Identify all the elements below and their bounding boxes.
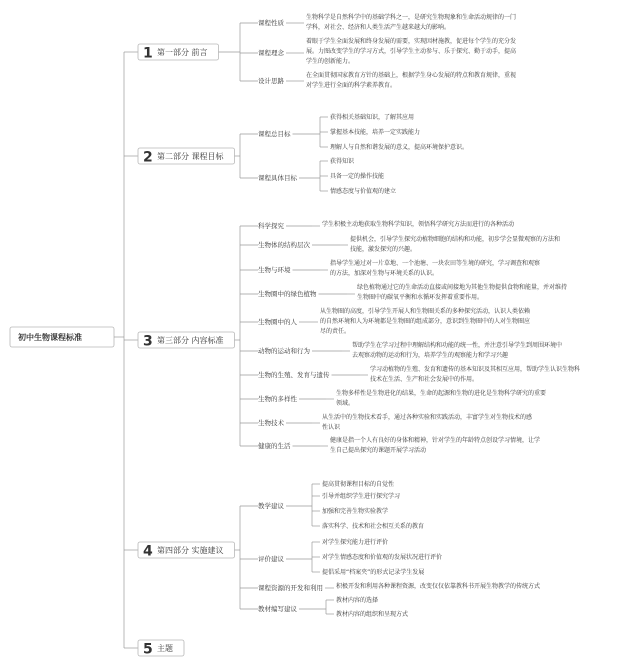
section-3[interactable] [124,220,580,454]
subtopic-label: 设计思路 [258,77,284,85]
leaf-text: 绿色植物通过它的生命活动直接或间接地为其他生物提供食物和能量，并对维持 [357,284,568,291]
leaf-text: 学生积极主动地获取生物科学知识，领悟科学研究方法而进行的各种活动 [322,221,515,228]
section-number: 5 [143,641,153,658]
subtopic[interactable] [240,480,424,530]
leaf-text: 落实科学、技术和社会相互关系的教育 [322,523,425,530]
subtopic[interactable] [240,37,516,65]
leaf-text: 学习动植物的生殖、发育和遗传的基本知识及其相互应用，帮助学生认识生物科 [370,366,581,373]
subtopic-label: 生物圈中的绿色植物 [258,290,317,298]
leaf-text: 具备一定的操作技能 [330,173,385,180]
subtopic-label: 生物体的结构层次 [258,241,310,249]
leaf-text: 生物科学是自然科学中的基础学科之一，是研究生物现象和生命活动规律的一门 [306,14,517,21]
leaf-text: 对学生情感态度和价值观的发展状况进行评价 [322,554,443,561]
subtopic[interactable] [240,113,468,151]
subtopic-label: 健康的生活 [258,442,291,450]
leaf-text: 着眼于学生全面发展和终身发展的需要，实现因材施教，促进每个学生的充分发 [306,38,517,45]
section-label: 第二部分 课程目标 [157,152,224,161]
subtopic[interactable] [240,389,546,407]
leaf-text: 情感态度与价值观的建立 [330,188,397,195]
leaf-text: 技术在生活、生产和社会发展中的作用。 [370,376,479,383]
subtopic[interactable] [240,582,540,592]
leaf-text: 帮助学生在学习过程中理解结构和功能的统一性，并注意引导学生到周围环境中 [352,342,563,349]
leaf-text: 尽的责任。 [320,328,351,335]
leaf-text: 领域。 [336,400,355,407]
leaf-text: 对学生进行全面的科学素养教育。 [306,82,397,89]
leaf-text: 获得知识 [330,158,355,165]
subtopic[interactable] [240,283,567,301]
subtopic-label: 课程总目标 [258,130,291,138]
leaf-text: 加强和完善生物实验教学 [322,508,389,515]
section-5[interactable] [124,640,184,658]
leaf-text: 教材内容的选择 [336,597,379,604]
subtopic[interactable] [240,157,396,195]
leaf-text: 性认识 [322,424,341,431]
subtopic[interactable] [240,307,531,335]
subtopic[interactable] [240,413,532,431]
subtopic[interactable] [240,596,408,618]
subtopic[interactable] [240,235,560,253]
subtopic[interactable] [240,71,516,89]
subtopic[interactable] [240,365,580,383]
leaf-text: 去观察动物的运动和行为，培养学生的观察能力和学习兴趣 [352,352,509,359]
leaf-text: 教材内容的组织和呈现方式 [336,611,409,618]
leaf-text: 提供机会，引导学生探究动植物细胞的结构和功能，初步学会显微观察的方法和 [350,236,561,243]
subtopic-label: 教材编写建议 [258,605,297,613]
leaf-text: 生自己提出探究的课题开展学习活动 [330,447,427,454]
subtopic-label: 教学建议 [258,502,284,510]
root-node-label: 初中生物课程标准 [18,333,82,342]
subtopic-label: 生物技术 [258,419,284,427]
subtopic-label: 课程资源的开发和利用 [258,584,323,592]
section-label: 第四部分 实施建议 [157,546,224,555]
subtopic[interactable] [240,13,516,31]
leaf-text: 在全面贯彻国家教育方针的基础上，根据学生身心发展的特点和教育规律，重视 [306,72,517,79]
subtopic[interactable] [240,220,514,230]
section-number: 1 [143,45,153,62]
leaf-text: 提倡采用“档案夹”的形式记录学生发展 [322,569,425,576]
subtopic-label: 课程性质 [258,19,284,27]
subtopic-label: 生物的生殖、发育与遗传 [258,371,330,379]
section-number: 4 [143,543,153,560]
subtopic-label: 生物的多样性 [258,395,297,403]
leaf-text: 获得相关基础知识，了解其应用 [330,114,415,121]
leaf-text: 从生物圈的高度，引导学生开展人和生物圈关系的多种探究活动，认识人类依赖 [320,308,531,315]
leaf-text: 引导并组织学生进行探究学习 [322,493,401,500]
leaf-text: 学生的创新能力。 [306,58,355,65]
leaf-text: 生物多样性是生物进化的结果，生命的起源和生物的进化是生物科学研究的重要 [336,390,547,397]
leaf-text: 理解人与自然和谐发展的意义，提高环境保护意识。 [330,144,469,151]
subtopic-label: 动物的运动和行为 [258,347,310,355]
subtopic[interactable] [240,259,540,277]
leaf-text: 生物圈中的碳氧平衡和水循环发挥着重要作用。 [357,294,484,301]
leaf-text: 掌握基本技能，培养一定实践能力 [330,129,421,136]
section-number: 2 [143,149,153,166]
section-label: 第一部分 前言 [157,48,208,57]
subtopic-label: 课程具体目标 [258,174,297,182]
leaf-text: 从生活中的生物技术看手，通过各种实验和实践活动，丰富学生对生物技术的感 [322,414,533,421]
section-4[interactable] [124,480,540,618]
section-number: 3 [143,333,153,350]
subtopic-label: 课程理念 [258,49,284,57]
leaf-text: 提高贯彻课程目标的自觉性 [322,481,395,488]
subtopic-label: 科学探究 [258,222,284,230]
leaf-text: 对学生探究能力进行评价 [322,539,389,546]
subtopic-label: 评价建议 [258,555,284,563]
leaf-text: 展。力图改变学生的学习方式，引导学生主动参与、乐于探究、勤于动手，提高 [306,48,517,55]
subtopic-label: 生物与环境 [258,266,291,274]
section-label: 第三部分 内容标准 [157,336,224,345]
subtopic[interactable] [240,436,540,454]
leaf-text: 技能，激发探究的兴趣。 [350,246,417,253]
subtopic-label: 生物圈中的人 [258,318,297,326]
leaf-text: 积极开发和利用各种课程资源，改变仅仅依靠教科书开展生物教学的传统方式 [336,583,541,590]
leaf-text: 学科，对社会、经济和人类生活产生越来越大的影响。 [306,24,451,31]
subtopic[interactable] [240,538,442,576]
section-1[interactable] [124,13,516,89]
section-2[interactable] [124,113,468,195]
subtopic[interactable] [240,341,562,359]
leaf-text: 的方法，加深对生物与环境关系的认识。 [330,270,439,277]
section-label: 主题 [157,644,173,653]
leaf-text: 指导学生通过对一片草地、一个池塘、一块农田等生境的研究，学习调查和观察 [330,260,541,267]
leaf-text: 健康是指一个人有良好的身体和精神，针对学生的年龄特点创设学习情境，让学 [330,437,541,444]
leaf-text: 的自然环境和人为环境都是生物圈的组成部分，意识到生物圈中的人对生物圈应 [320,318,531,325]
